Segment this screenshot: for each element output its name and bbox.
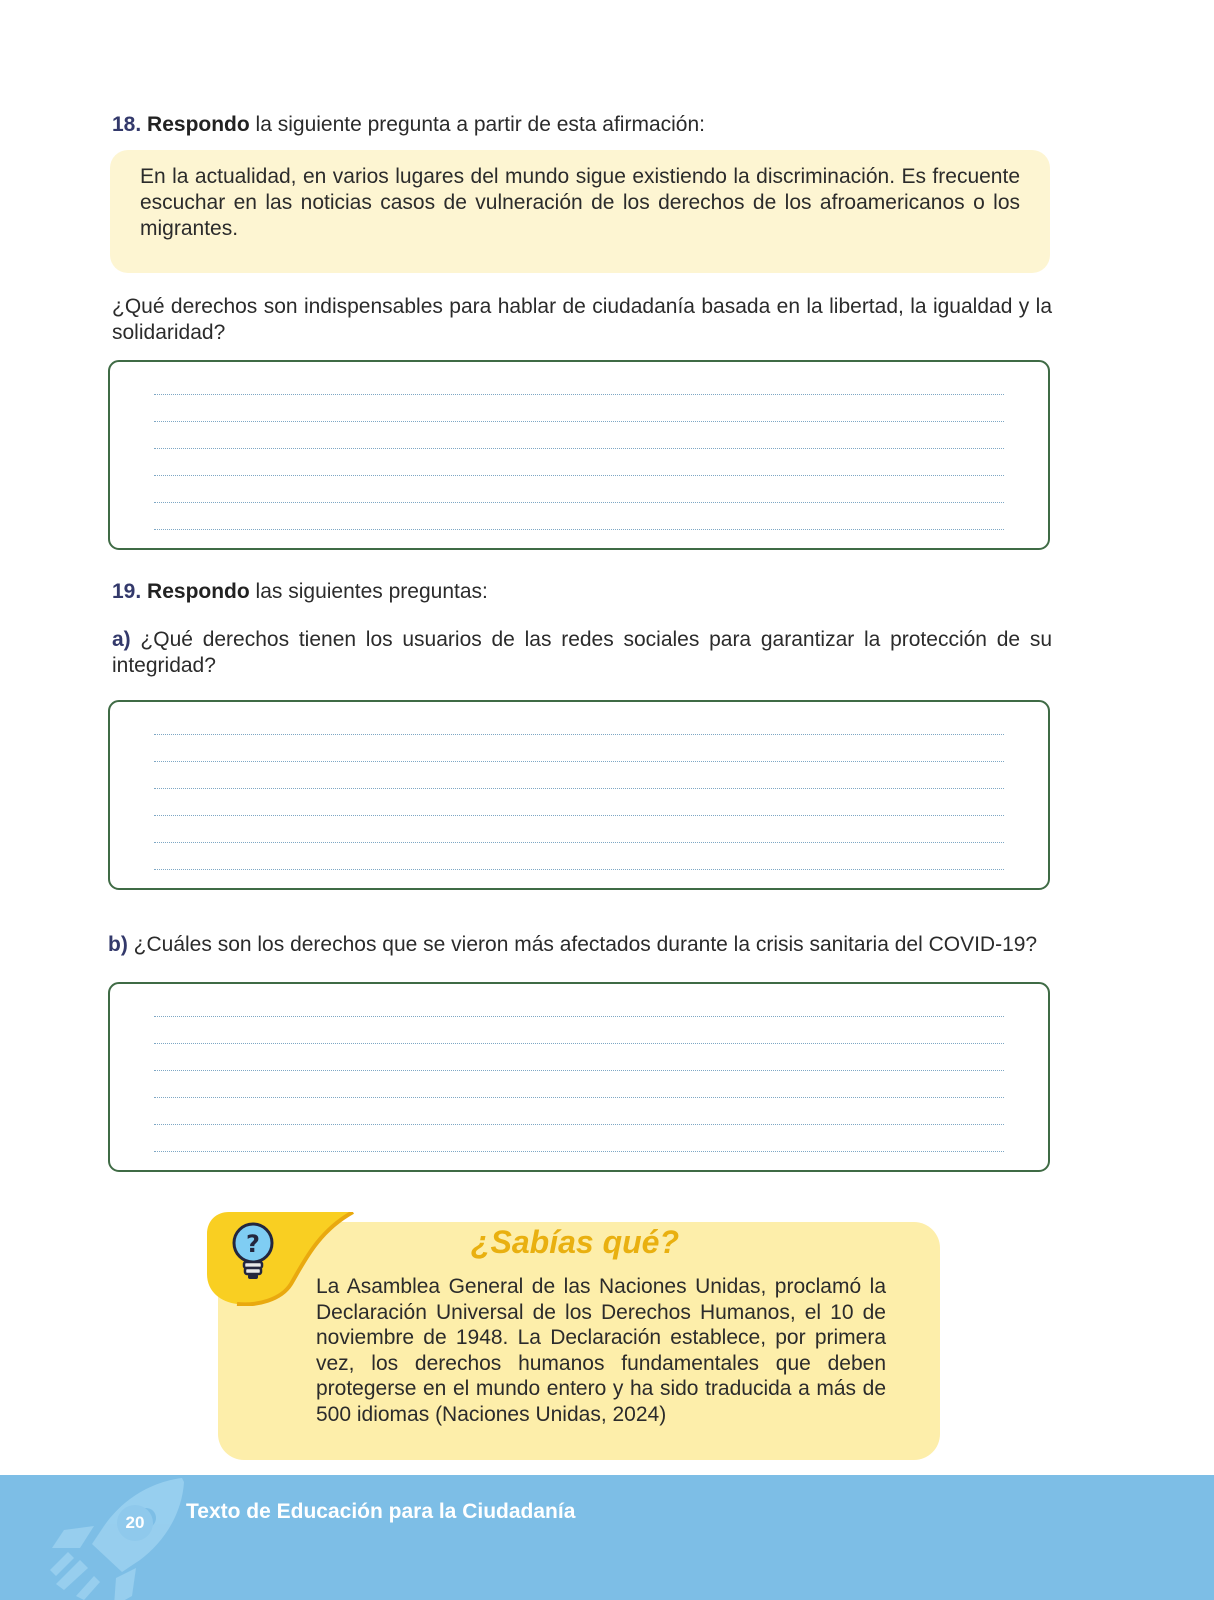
question-18-heading bbox=[112, 112, 705, 138]
item-letter: a) bbox=[112, 628, 131, 651]
question-number: 18. bbox=[112, 113, 142, 136]
answer-line bbox=[154, 788, 1004, 789]
question-instruction: las siguientes preguntas: bbox=[249, 580, 488, 603]
answer-box-19a[interactable] bbox=[108, 700, 1050, 890]
question-instruction: la siguiente pregunta a partir de esta afirmación: bbox=[249, 113, 705, 136]
page-number: 20 bbox=[117, 1505, 153, 1541]
answer-line bbox=[154, 1097, 1004, 1098]
rocket-icon bbox=[50, 1478, 190, 1600]
answer-line bbox=[154, 1016, 1004, 1017]
answer-line bbox=[154, 1124, 1004, 1125]
answer-line bbox=[154, 815, 1004, 816]
question-verb: Respondo bbox=[147, 580, 250, 603]
question-lightbulb-icon bbox=[230, 1222, 276, 1282]
statement-box bbox=[110, 150, 1050, 273]
did-you-know-text: La Asamblea General de las Naciones Unidas, proclamó la Declaración Universal de los Derechos Humanos, el 10 de noviembre de 1948. La Declaración establece, por primera vez, los derechos humanos fundamentales que deben protegerse en el mundo entero y ha sido traducida a más de 500 idiomas (Naciones Unidas, 2024) bbox=[316, 1275, 886, 1426]
answer-line bbox=[154, 394, 1004, 395]
item-question: ¿Qué derechos tienen los usuarios de las redes sociales para garantizar la protección de su integridad? bbox=[112, 628, 1052, 677]
answer-line bbox=[154, 475, 1004, 476]
answer-line bbox=[154, 761, 1004, 762]
answer-line bbox=[154, 842, 1004, 843]
answer-box-18[interactable] bbox=[108, 360, 1050, 550]
question-18-text: ¿Qué derechos son indispensables para hablar de ciudadanía basada en la libertad, la igualdad y la solidaridad? bbox=[112, 295, 1052, 344]
book-title: Texto de Educación para la Ciudadanía bbox=[186, 1500, 576, 1523]
question-19b-text bbox=[108, 932, 1058, 958]
statement-text: En la actualidad, en varios lugares del mundo sigue existiendo la discriminación. Es frecuente escuchar en las noticias casos de vulneración de los derechos de los afroamericanos o los migrantes. bbox=[140, 165, 1020, 240]
answer-line bbox=[154, 529, 1004, 530]
answer-box-19b[interactable] bbox=[108, 982, 1050, 1172]
answer-line bbox=[154, 448, 1004, 449]
answer-line bbox=[154, 1070, 1004, 1071]
answer-line bbox=[154, 502, 1004, 503]
answer-line bbox=[154, 734, 1004, 735]
question-verb: Respondo bbox=[147, 113, 250, 136]
svg-text:?: ? bbox=[246, 1230, 260, 1258]
answer-line bbox=[154, 1043, 1004, 1044]
question-19a-text bbox=[112, 627, 1052, 679]
answer-line bbox=[154, 1151, 1004, 1152]
answer-line bbox=[154, 421, 1004, 422]
question-19-heading bbox=[112, 579, 488, 605]
answer-line bbox=[154, 869, 1004, 870]
did-you-know-title: ¿Sabías qué? bbox=[470, 1224, 680, 1260]
item-question: ¿Cuáles son los derechos que se vieron más afectados durante la crisis sanitaria del COVID-19? bbox=[127, 933, 1038, 956]
question-number: 19. bbox=[112, 580, 142, 603]
item-letter: b) bbox=[108, 933, 128, 956]
